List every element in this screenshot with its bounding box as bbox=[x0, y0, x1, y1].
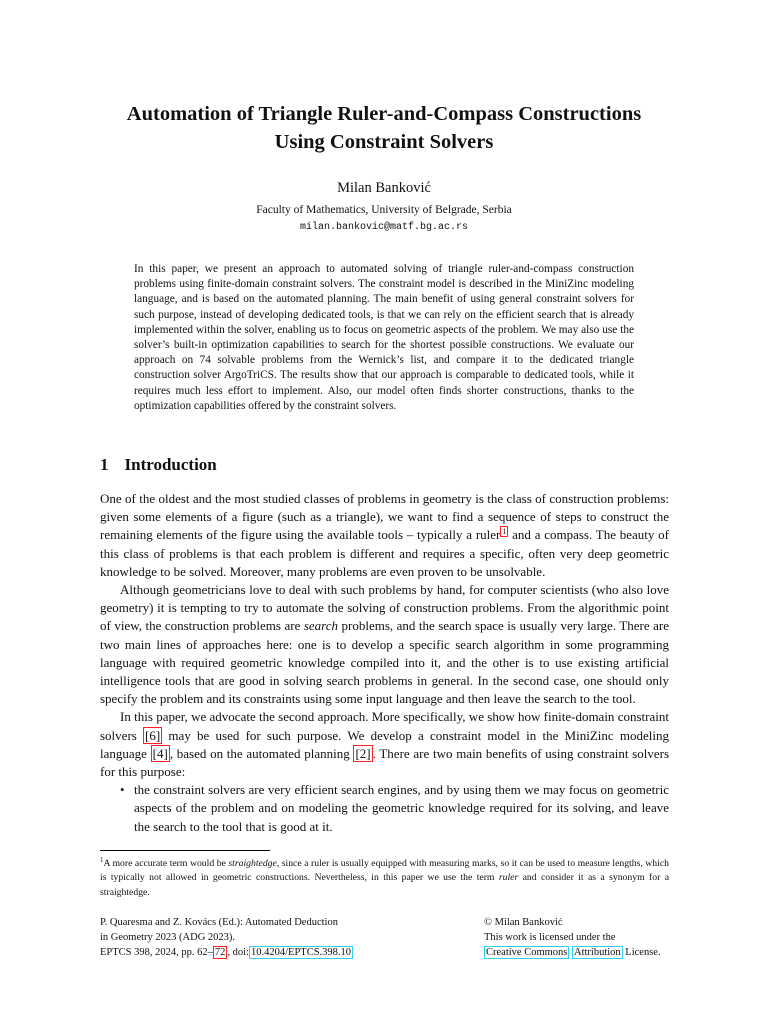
text-span: and consider it as a synonym for a straightedge. bbox=[100, 872, 669, 898]
citation-link[interactable]: [2] bbox=[355, 745, 371, 761]
text-span: A more accurate term would be bbox=[103, 858, 229, 870]
footnote-divider bbox=[100, 850, 270, 851]
license-line: This work is licensed under the bbox=[484, 932, 616, 943]
paragraph-3 bbox=[100, 708, 669, 781]
paper-title bbox=[60, 100, 708, 156]
text-span: problems, and the search space is usually very large. There are two main lines of approaches here: one is to develop a specific search algorithm in some programming language with required geometric knowledge compiled into it, and the other is to use existing artificial intelligence tools that are good in solving search problems in general. In the second case, one should only specify the problem and its constraints using some input language and then leave the search to the tool. bbox=[100, 618, 669, 707]
text-span: may be used for such purpose. We develop a constraint model in the MiniZinc modeling language bbox=[100, 727, 669, 761]
section-title: Introduction bbox=[124, 455, 217, 474]
text-span: License. bbox=[622, 947, 661, 958]
pub-line: P. Quaresma and Z. Kovács (Ed.): Automated Deduction bbox=[100, 917, 338, 928]
section-number: 1 bbox=[100, 455, 109, 474]
paragraph-2 bbox=[100, 581, 669, 708]
footnote-mark: 1 bbox=[100, 856, 104, 864]
author-name: Milan Banković bbox=[337, 180, 431, 196]
footnote bbox=[100, 853, 669, 900]
text-span: One of the oldest and the most studied classes of problems in geometry is the class of construction problems: given some elements of a figure (such as a triangle), we want to find a sequence of steps to construct the remaining elements of the figure using the available tools – typically a ruler bbox=[100, 491, 669, 543]
emphasis: ruler bbox=[498, 872, 519, 884]
last-page-link[interactable]: 72 bbox=[214, 947, 226, 958]
text-span: , since a ruler is usually equipped with measuring marks, so it can be used to measure lengths, which is typically not allowed in geometric constructions. Nevertheless, in this paper we use the term bbox=[100, 858, 669, 884]
copyright: © Milan Banković bbox=[484, 917, 563, 928]
creative-commons-link[interactable]: Creative Commons bbox=[486, 947, 568, 958]
bullet-dot-icon: • bbox=[120, 782, 125, 798]
emphasis: search bbox=[303, 618, 339, 634]
author-affiliation: Faculty of Mathematics, University of Belgrade, Serbia bbox=[256, 204, 512, 216]
doi-link[interactable]: 10.4204/EPTCS.398.10 bbox=[250, 947, 352, 958]
paragraph-1 bbox=[100, 490, 669, 581]
author-email[interactable]: milan.bankovic@matf.bg.ac.rs bbox=[299, 222, 469, 233]
bullet-item bbox=[120, 781, 669, 836]
text-span: In this paper, we advocate the second approach. More specifically, we show how finite-domain constraint solvers bbox=[100, 709, 669, 743]
emphasis: straightedge bbox=[228, 858, 277, 870]
text-span: and a compass. The beauty of this class of problems is that each problem is different and requires a specific, often very deep geometric knowledge to be solved. Moreover, many problems are even proven to be unsolvable. bbox=[100, 527, 669, 579]
citation-link[interactable]: [4] bbox=[152, 745, 168, 761]
attribution-link[interactable]: Attribution bbox=[574, 947, 621, 958]
text-span: , based on the automated planning bbox=[169, 745, 354, 761]
text-span: Although geometricians love to deal with such problems by hand, for computer scientists (who also love geometry) it is tempting to try to automate the solving of construction problems. From the algorithmic point of view, the construction problems are bbox=[100, 582, 669, 634]
abstract: In this paper, we present an approach to automated solving of triangle ruler-and-compass construction problems using finite-domain constraint solvers. The constraint model is described in the MiniZinc modeling language, and is based on the automated planning. The main benefit of using general constraint solvers for such purpose, instead of developing dedicated tools, is that we can rely on the efficient search that is already implemented within the solver, enabling us to focus on geometric aspects of the problem. We may also use the solver’s built-in optimization capabilities to search for the shortest possible constructions. We evaluate our approach on 74 solvable problems from the Wernick’s list, and compare it to the dedicated triangle construction solver ArgoTriCS. The results show that our approach is comparable to dedicated tools, while it requires much less effort to implement. Also, our model often finds shorter constructions, thanks to the optimization capabilities offered by the constraint solvers. bbox=[134, 263, 634, 412]
pub-line: in Geometry 2023 (ADG 2023). bbox=[100, 932, 236, 943]
pub-line bbox=[100, 945, 353, 960]
license-line bbox=[484, 945, 661, 960]
bullet-text: the constraint solvers are very efficient search engines, and by using them we may focus on geometric aspects of the problem and on modeling the geometric knowledge required for its solving, and leave the search to the tool that is good at it. bbox=[134, 782, 669, 834]
text-span: EPTCS 398, 2024, pp. 62– bbox=[100, 947, 213, 958]
footnote-link[interactable]: 1 bbox=[502, 527, 507, 537]
citation-link[interactable]: [6] bbox=[145, 727, 161, 743]
license-info bbox=[484, 915, 661, 960]
body-text bbox=[100, 490, 669, 836]
title-line-2: Using Constraint Solvers bbox=[274, 131, 494, 153]
bullet-list bbox=[100, 781, 669, 836]
title-line-1: Automation of Triangle Ruler-and-Compass Constructions bbox=[126, 103, 642, 125]
text-span: , doi: bbox=[227, 947, 249, 958]
text-span: . There are two main benefits of using constraint solvers for this purpose: bbox=[100, 745, 669, 780]
publication-info bbox=[100, 915, 353, 960]
section-heading bbox=[100, 455, 217, 475]
